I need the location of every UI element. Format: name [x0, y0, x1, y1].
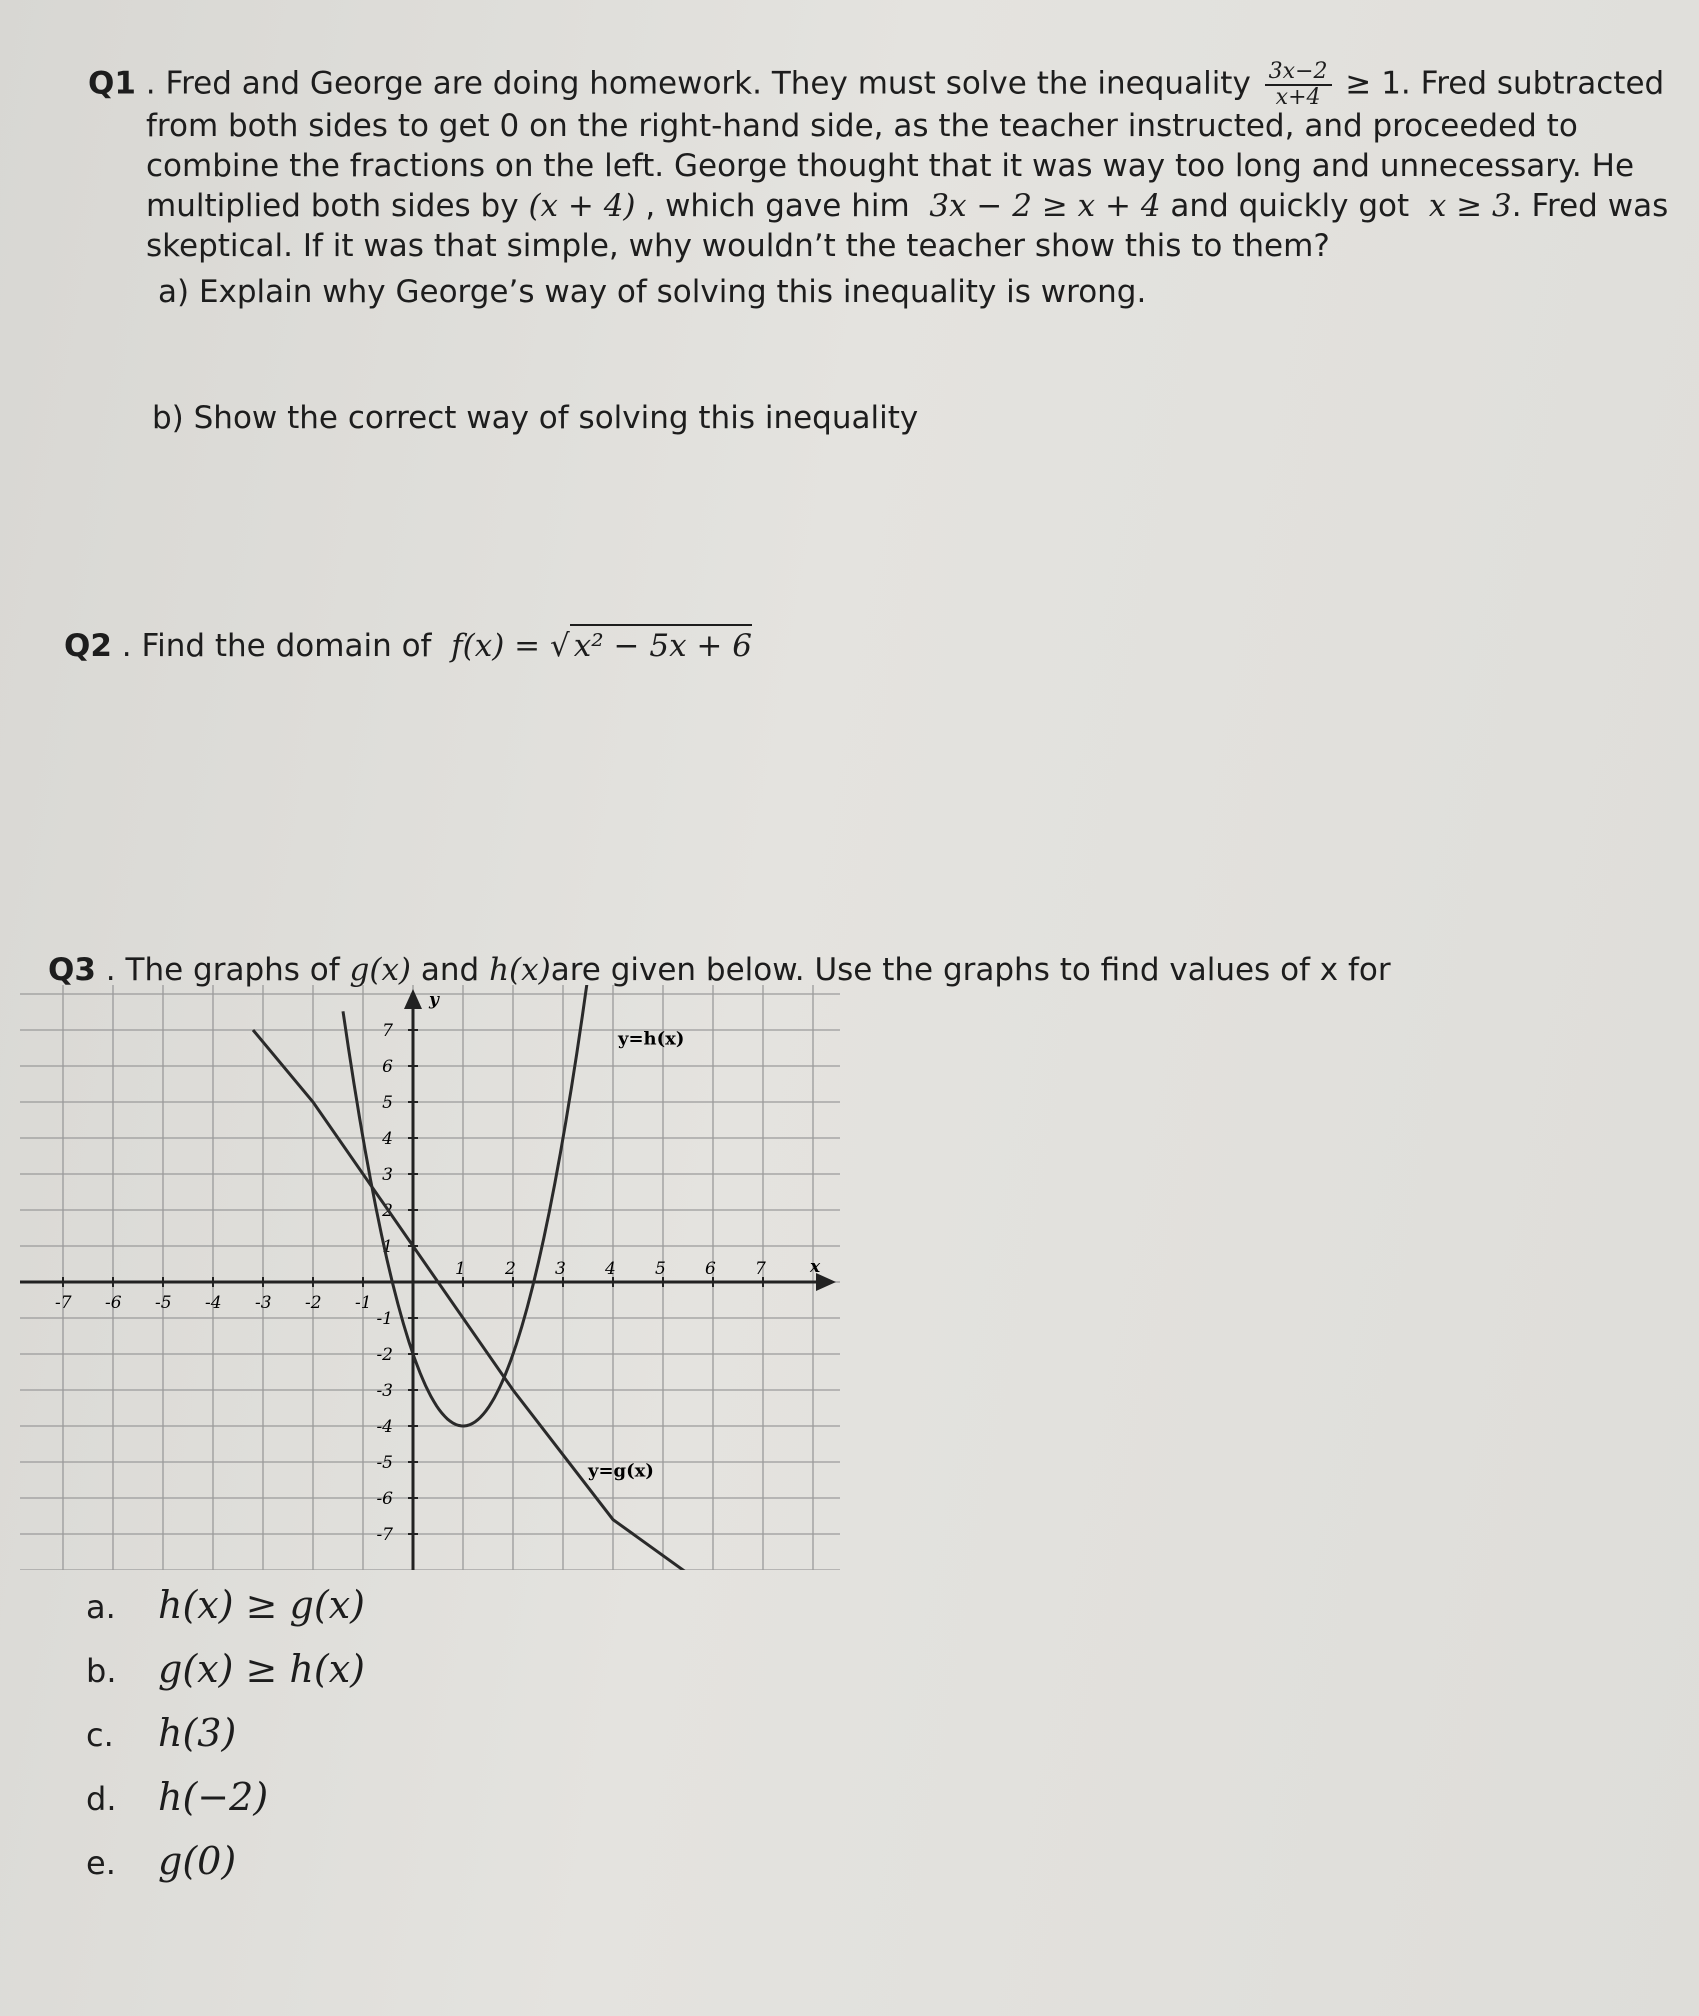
y-axis-arrow	[404, 989, 422, 1009]
y-tick-label: -1	[376, 1309, 393, 1329]
q1-line1: Q1 . Fred and George are doing homework. They must solve the inequality $\frac{3x-2}{x+4}$ ≥ 1. Fred subtracted	[88, 59, 1665, 110]
q1-part-b: b) Show the correct way of solving this inequality	[152, 400, 919, 436]
q2-number: Q2	[64, 628, 112, 664]
y-tick-label: -7	[376, 1525, 393, 1545]
y-tick-label: -3	[376, 1381, 393, 1401]
x-tick-label: -5	[155, 1293, 172, 1313]
q2-question: Q2 . Find the domain of f(x) = √ x² − 5x + 6	[64, 624, 752, 666]
q3-number: Q3	[48, 952, 96, 988]
legend-g-label: y=g(x)	[588, 1460, 654, 1482]
y-axis-label: y	[429, 990, 439, 1010]
q3-part-b: b. g(x) ≥ h(x)	[86, 1647, 365, 1691]
curves	[253, 985, 693, 1570]
q1-number: Q1	[88, 65, 136, 102]
y-tick-label: -5	[376, 1453, 393, 1473]
x-tick-label: 5	[655, 1259, 666, 1279]
q1-part-a: a) Explain why George’s way of solving this inequality is wrong.	[158, 274, 1147, 310]
q1-line3: combine the fractions on the left. George thought that it was way too long and unnecessary. He	[146, 148, 1635, 184]
q1-fraction: $\frac{3x-2}{x+4}$	[1265, 60, 1332, 110]
y-tick-label: -2	[376, 1345, 393, 1365]
q3-part-c: c. h(3)	[86, 1711, 237, 1755]
x-tick-label: 2	[505, 1259, 516, 1279]
q3-part-a: a. h(x) ≥ g(x)	[86, 1583, 365, 1627]
y-tick-label: 6	[382, 1057, 393, 1077]
q1-inequality-tail: ≥ 1. Fred subtracted	[1345, 65, 1665, 102]
y-tick-label: 5	[382, 1093, 393, 1113]
x-tick-label: 7	[755, 1259, 766, 1279]
grid-lines	[20, 985, 840, 1570]
y-tick-label: 7	[382, 1021, 393, 1041]
y-tick-label: -4	[376, 1417, 393, 1437]
y-tick-label: 2	[382, 1201, 393, 1221]
q1-line2: from both sides to get 0 on the right-hand side, as the teacher instructed, and proceeded to	[146, 108, 1578, 144]
q1-line4: multiplied both sides by (x + 4) , which gave him 3x − 2 ≥ x + 4 and quickly got x ≥ 3. Fred was	[146, 188, 1669, 224]
x-tick-label: 3	[555, 1259, 566, 1279]
q1-intro: Fred and George are doing homework. They must solve the inequality	[165, 65, 1251, 102]
x-tick-label: 4	[605, 1259, 616, 1279]
q2-function: f(x) =	[451, 628, 541, 664]
x-tick-label: 1	[455, 1259, 466, 1279]
x-tick-label: -7	[55, 1293, 72, 1313]
q2-sqrt: √ x² − 5x + 6	[550, 628, 752, 664]
legend-h-label: y=h(x)	[618, 1028, 685, 1050]
y-tick-label: 3	[382, 1165, 393, 1185]
q3-graph	[20, 985, 840, 1570]
y-tick-label: 1	[382, 1237, 393, 1257]
x-tick-label: -4	[205, 1293, 222, 1313]
x-tick-label: -3	[255, 1293, 272, 1313]
y-tick-label: -6	[376, 1489, 393, 1509]
q3-parts-list	[86, 1574, 365, 1894]
x-tick-label: -2	[305, 1293, 322, 1313]
q3-question: Q3 . The graphs of g(x) and h(x)are given below. Use the graphs to find values of x for	[48, 952, 1391, 988]
q3-part-d: d. h(−2)	[86, 1775, 269, 1819]
x-tick-label: 6	[705, 1259, 716, 1279]
q3-part-e: e. g(0)	[86, 1839, 237, 1883]
x-tick-label: -6	[105, 1293, 122, 1313]
q1-line5: skeptical. If it was that simple, why wouldn’t the teacher show this to them?	[146, 228, 1330, 264]
x-axis-label: x	[810, 1257, 821, 1277]
x-tick-label: -1	[355, 1293, 372, 1313]
y-tick-label: 4	[382, 1129, 393, 1149]
